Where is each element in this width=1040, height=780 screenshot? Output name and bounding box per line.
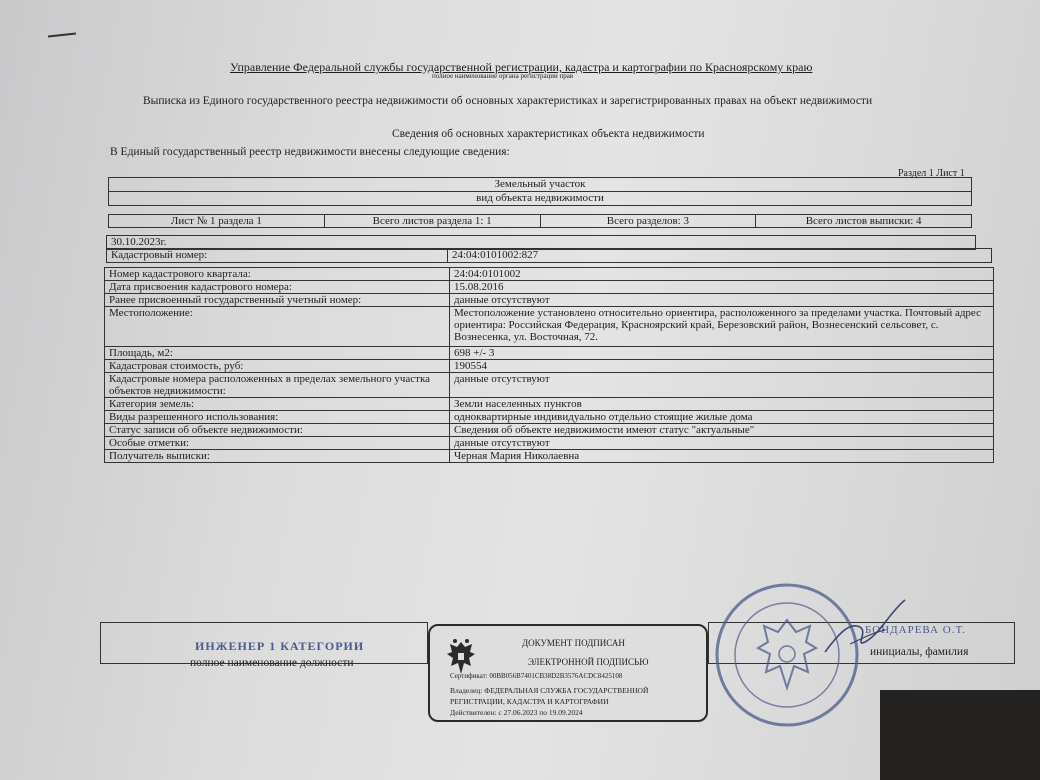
row-label: Местоположение: bbox=[105, 307, 450, 347]
extract-date: 30.10.2023г. bbox=[107, 236, 976, 250]
cadastral-table bbox=[106, 248, 992, 263]
table-row bbox=[105, 373, 994, 398]
table-row bbox=[105, 450, 994, 463]
row-label: Статус записи об объекте недвижимости: bbox=[105, 424, 450, 437]
row-label: Кадастровая стоимость, руб: bbox=[105, 360, 450, 373]
ecp-owner-1: Владелец: ФЕДЕРАЛЬНАЯ СЛУЖБА ГОСУДАРСТВЕННОЙ bbox=[450, 686, 649, 695]
row-value: данные отсутствуют bbox=[450, 373, 994, 398]
cadastral-value: 24:04:0101002:827 bbox=[448, 249, 992, 263]
row-value: данные отсутствуют bbox=[450, 294, 994, 307]
position-value: ИНЖЕНЕР 1 КАТЕГОРИИ bbox=[195, 639, 365, 653]
sheets-total: Всего листов выписки: 4 bbox=[756, 215, 972, 228]
background-surface bbox=[880, 690, 1040, 780]
row-label: Номер кадастрового квартала: bbox=[105, 268, 450, 281]
table-row bbox=[105, 360, 994, 373]
object-type: Земельный участок bbox=[109, 178, 972, 192]
sheet-number: Лист № 1 раздела 1 bbox=[109, 215, 325, 228]
initials-label: инициалы, фамилия bbox=[870, 646, 969, 658]
row-value: Черная Мария Николаевна bbox=[450, 450, 994, 463]
table-row bbox=[105, 307, 994, 347]
row-value: Местоположение установлено относительно ориентира, расположенного за пределами участка. Почтовый адрес ориентира: Российская Федерация, Красноярский край, Березовский район, Вознесенский сельсовет, с. Вознесенка, ул. Восточная, 72. bbox=[450, 307, 994, 347]
row-label: Виды разрешенного использования: bbox=[105, 411, 450, 424]
row-value: 15.08.2016 bbox=[450, 281, 994, 294]
table-row bbox=[105, 347, 994, 360]
sections-total: Всего разделов: 3 bbox=[540, 215, 756, 228]
row-label: Кадастровые номера расположенных в пределах земельного участка объектов недвижимости: bbox=[105, 373, 450, 398]
row-label: Дата присвоения кадастрового номера: bbox=[105, 281, 450, 294]
row-label: Площадь, м2: bbox=[105, 347, 450, 360]
section-title: Сведения об основных характеристиках объекта недвижимости bbox=[392, 128, 705, 140]
characteristics-table bbox=[104, 267, 994, 463]
ecp-validity: Действителен: с 27.06.2023 по 19.09.2024 bbox=[450, 708, 583, 717]
table-row bbox=[105, 424, 994, 437]
row-label: Категория земель: bbox=[105, 398, 450, 411]
handwritten-signature bbox=[820, 592, 910, 662]
row-label: Ранее присвоенный государственный учетный номер: bbox=[105, 294, 450, 307]
signer-name: БОНДАРЕВА О.Т. bbox=[865, 624, 966, 636]
object-type-caption: вид объекта недвижимости bbox=[109, 192, 972, 206]
row-value: 190554 bbox=[450, 360, 994, 373]
row-value: одноквартирные индивидуально отдельно стоящие жилые дома bbox=[450, 411, 994, 424]
ecp-title-1: ДОКУМЕНТ ПОДПИСАН bbox=[522, 638, 625, 648]
intro-text: В Единый государственный реестр недвижимости внесены следующие сведения: bbox=[110, 146, 510, 158]
row-label: Особые отметки: bbox=[105, 437, 450, 450]
agency-caption: полное наименование органа регистрации прав bbox=[432, 72, 574, 80]
table-row bbox=[105, 411, 994, 424]
table-row bbox=[105, 398, 994, 411]
table-row bbox=[105, 294, 994, 307]
sheets-table bbox=[108, 214, 972, 228]
ecp-owner-2: РЕГИСТРАЦИИ, КАДАСТРА И КАРТОГРАФИИ bbox=[450, 697, 609, 706]
table-row bbox=[105, 281, 994, 294]
document-title: Выписка из Единого государственного реестра недвижимости об основных характеристиках и зарегистрированных правах на объект недвижимости bbox=[143, 95, 873, 107]
sheets-in-section: Всего листов раздела 1: 1 bbox=[324, 215, 540, 228]
ecp-certificate: Сертификат: 00BB056B7401CB38D2B3576ACDC8425108 bbox=[450, 672, 623, 680]
sheet-reference: Раздел 1 Лист 1 bbox=[898, 168, 965, 179]
ecp-title-2: ЭЛЕКТРОННОЙ ПОДПИСЬЮ bbox=[528, 657, 649, 667]
agency-name: Управление Федеральной службы государственной регистрации, кадастра и картографии по Красноярскому краю bbox=[230, 60, 813, 74]
row-value: 24:04:0101002 bbox=[450, 268, 994, 281]
table-row bbox=[105, 437, 994, 450]
position-label: полное наименование должности bbox=[190, 657, 354, 669]
row-value: данные отсутствуют bbox=[450, 437, 994, 450]
row-value: Земли населенных пунктов bbox=[450, 398, 994, 411]
row-label: Получатель выписки: bbox=[105, 450, 450, 463]
row-value: 698 +/- 3 bbox=[450, 347, 994, 360]
digital-signature-box bbox=[428, 624, 708, 722]
table-row bbox=[105, 268, 994, 281]
row-value: Сведения об объекте недвижимости имеют статус "актуальные" bbox=[450, 424, 994, 437]
object-type-table bbox=[108, 177, 972, 206]
cadastral-label: Кадастровый номер: bbox=[107, 249, 448, 263]
